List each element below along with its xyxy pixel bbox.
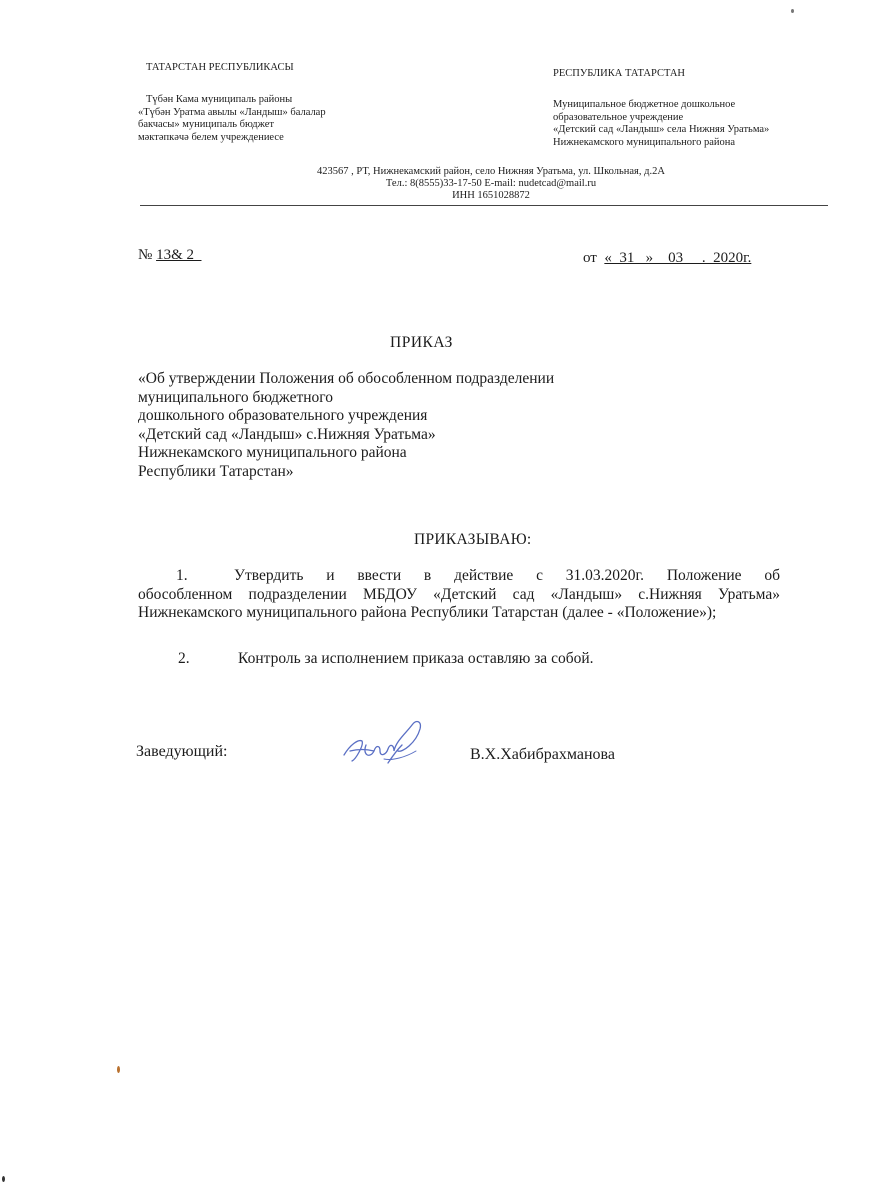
order-date-prefix: от [583,250,605,266]
header-left-body [138,94,326,144]
header-right-body [553,99,769,149]
header-left-title: ТАТАРСТАН РЕСПУБЛИКАСЫ [146,62,294,73]
scan-speck [791,9,794,13]
header-address: 423567 , РТ, Нижнекамский район, село Нижняя Уратьма, ул. Школьная, д.2А [317,166,665,177]
header-left-line: мәктәпкәчә белем учреждениесе [138,131,284,143]
order-title [138,370,554,481]
title-line: «Детский сад «Ландыш» с.Нижняя Уратьма» [138,425,436,443]
title-line: Республики Татарстан» [138,462,294,480]
directive: ПРИКАЗЫВАЮ: [414,531,532,548]
header-left-line: бакчасы» муниципаль бюджет [138,119,274,130]
title-line: дошкольного образовательного учреждения [138,407,428,424]
header-left-line: «Түбән Уратма авылы «Ландыш» балалар [138,106,326,118]
header-divider [140,205,828,206]
header-right-title: РЕСПУБЛИКА ТАТАРСТАН [553,68,686,79]
header-left-line: Түбән Кама муниципаль районы [146,94,293,105]
header-right-line: «Детский сад «Ландыш» села Нижняя Уратьма» [553,124,770,135]
order-number [138,247,201,264]
scan-speck [2,1176,5,1182]
item-1-line: Нижнекамского муниципального района Республики Татарстан (далее - «Положение»); [138,604,717,621]
item-1-number: 1. [176,567,188,584]
item-1-first-line [138,567,780,586]
title-line: «Об утверждении Положения об обособленном подразделении [138,370,555,387]
item-1-line: обособленном подразделении МБДОУ «Детский сад «Ландыш» с.Нижняя Уратьма» [138,585,780,603]
item-2-number: 2. [178,650,190,667]
order-number-value: 13& 2 [156,247,202,263]
item-1 [138,567,780,623]
order-date-value: « 31 » 03 . 2020г. [604,250,752,266]
scan-speck [117,1066,120,1073]
handwritten-signature [336,715,432,785]
header-right-line: Нижнекамского муниципального района [553,136,736,148]
title-line: Нижнекамского муниципального района [138,444,407,461]
order-date [583,250,751,267]
header-right-line: образовательное учреждение [553,111,684,123]
item-2 [178,650,594,668]
order-number-prefix: № [138,247,157,263]
header-right-line: Муниципальное бюджетное дошкольное [553,99,736,110]
signature-name: В.Х.Хабибрахманова [470,746,615,763]
header-contacts: Тел.: 8(8555)33-17-50 E-mail: nudetcad@mail.ru [385,178,597,189]
doc-type: ПРИКАЗ [390,334,453,351]
signature-role: Заведующий: [136,743,228,760]
item-2-text: Контроль за исполнением приказа оставляю за собой. [238,650,594,667]
item-1-line: Утвердить и ввести в действие с 31.03.2020г. Положение об [234,567,780,584]
header-inn: ИНН 1651028872 [452,190,530,201]
title-line: муниципального бюджетного [138,388,333,406]
